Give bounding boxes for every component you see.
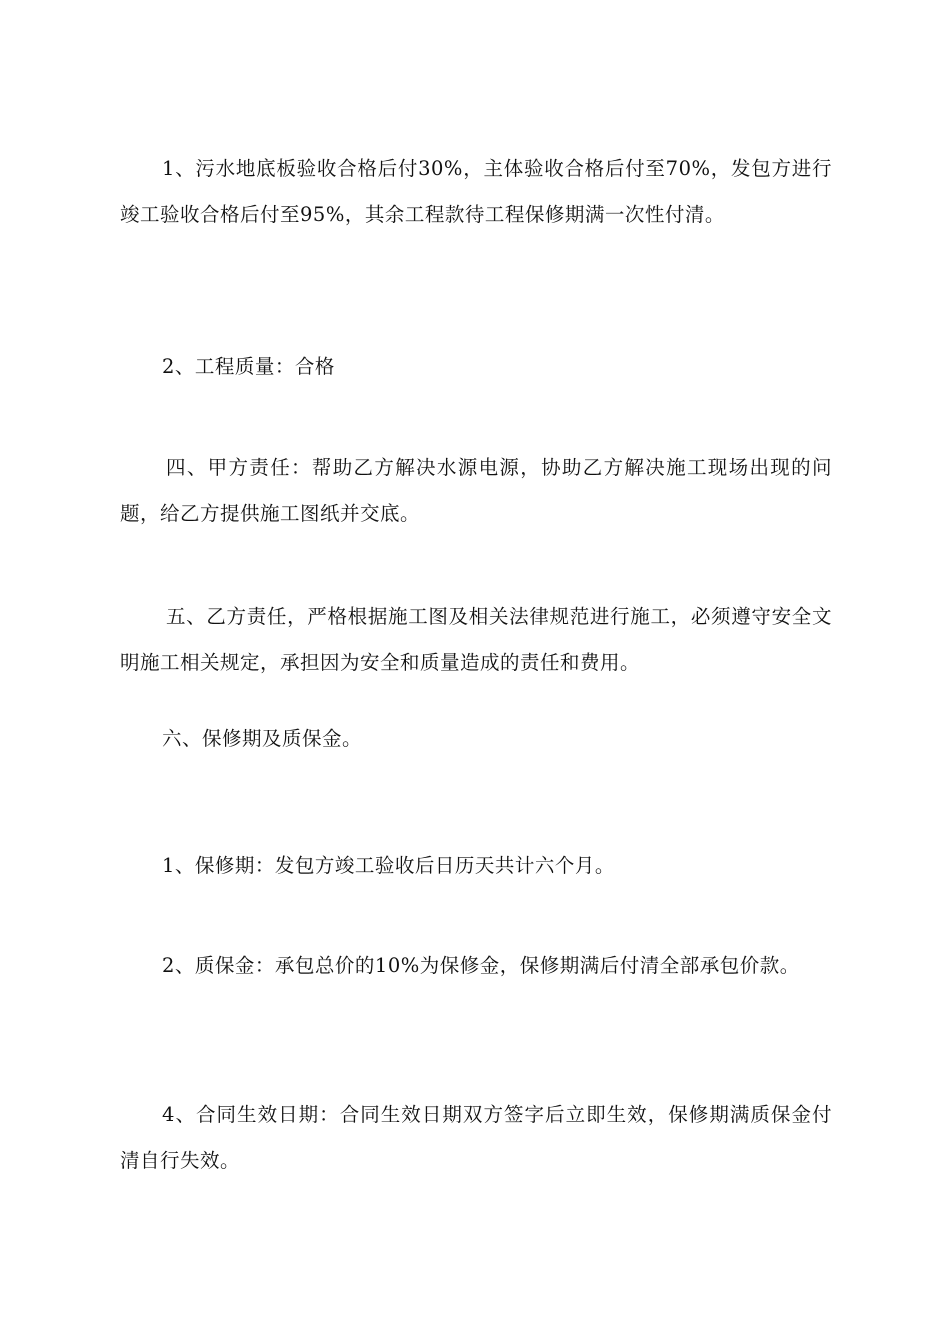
party-a-responsibility-paragraph: 四、甲方责任：帮助乙方解决水源电源，协助乙方解决施工现场出现的问题，给乙方提供施工图纸并交底。 <box>120 456 832 525</box>
warranty-period-paragraph: 1、保修期：发包方竣工验收后日历天共计六个月。 <box>162 854 615 877</box>
retention-money-paragraph: 2、质保金：承包总价的10%为保修金，保修期满后付清全部承包价款。 <box>162 954 800 977</box>
warranty-heading-paragraph: 六、保修期及质保金。 <box>162 727 363 750</box>
payment-terms-paragraph: 1、污水地底板验收合格后付30%，主体验收合格后付至70%，发包方进行竣工验收合格后付至95%，其余工程款待工程保修期满一次性付清。 <box>120 157 832 226</box>
quality-paragraph: 2、工程质量：合格 <box>162 355 335 378</box>
contract-effective-date-paragraph: 4、合同生效日期：合同生效日期双方签字后立即生效，保修期满质保金付清自行失效。 <box>120 1103 832 1172</box>
party-b-responsibility-paragraph: 五、乙方责任，严格根据施工图及相关法律规范进行施工，必须遵守安全文明施工相关规定，承担因为安全和质量造成的责任和费用。 <box>120 605 832 674</box>
